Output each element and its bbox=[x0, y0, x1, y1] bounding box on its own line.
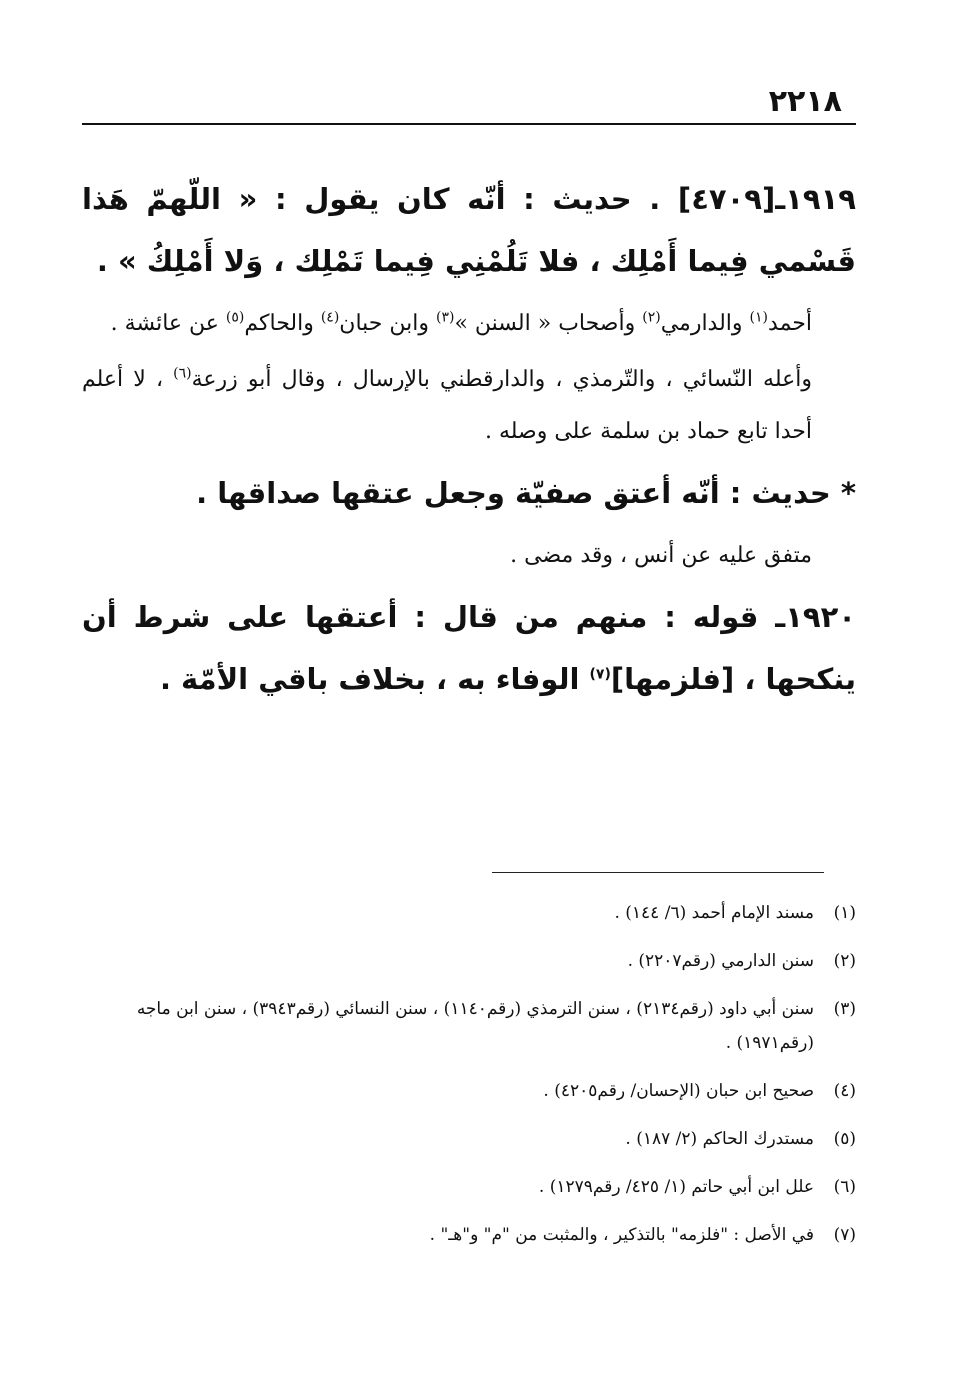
footnote-ref[interactable]: (٥) bbox=[225, 309, 245, 326]
footnote-separator bbox=[492, 872, 824, 873]
hadith-text: حديث : أنّه كان يقول : « اللّهمّ هَذا قَسْمي فِيما أَمْلِك ، فلا تَلُمْنِي فِيما تَمْلِك ، وَلا أَمْلِكُ » . bbox=[82, 182, 856, 278]
footnote-ref[interactable]: (٢) bbox=[642, 309, 661, 326]
footnote: (٦) علل ابن أبي حاتم (١/ ٤٢٥/ رقم١٢٧٩) . bbox=[538, 1177, 856, 1197]
header-rule bbox=[82, 123, 856, 125]
footnote-ref[interactable]: (١) bbox=[749, 309, 769, 326]
footnote-ref[interactable]: (٣) bbox=[436, 309, 455, 326]
main-text bbox=[82, 168, 856, 716]
footnote: (٣) سنن أبي داود (رقم٢١٣٤) ، سنن الترمذي (رقم١١٤٠) ، سنن النسائي (رقم٣٩٤٣) ، سنن ابن ماجه (رقم١٩٧١) . bbox=[136, 999, 856, 1053]
footnote-ref[interactable]: (٦) bbox=[173, 365, 192, 382]
hadith-safiyya bbox=[82, 462, 856, 524]
illah-paragraph: وأعله النّسائي ، والتّرمذي ، والدارقطني بالإرسال ، وقال أبو زرعة$^{(٦)}$ ، لا أعلم أحدا تابع حماد بن سلمة على وصله . bbox=[82, 365, 812, 444]
footnote-ref[interactable]: (٤) bbox=[320, 309, 340, 326]
page-number: ٢٢١٨ bbox=[768, 84, 842, 119]
footnote-ref[interactable]: (٧) bbox=[589, 666, 611, 683]
footnote: (٢) سنن الدارمي (رقم٢٢٠٧) . bbox=[627, 951, 856, 971]
footnote: (٥) مستدرك الحاكم (٢/ ١٨٧) . bbox=[625, 1129, 856, 1149]
asterisk-marker: * bbox=[840, 476, 856, 510]
safiyya-note: متفق عليه عن أنس ، وقد مضى . bbox=[510, 543, 812, 568]
entry-1920: ١٩٢٠ـ قوله : منهم من قال : أعتقها على شرط أن ينكحها ، [فلزمها]$^{(٧)}$ الوفاء به ، بخلاف باقي الأمّة . bbox=[82, 600, 856, 696]
footnote: (٤) صحيح ابن حبان (الإحسان/ رقم٤٢٠٥) . bbox=[543, 1081, 856, 1101]
entry-number: ١٩٢٠ـ bbox=[775, 600, 856, 634]
entry-number: ١٩١٩ـ[٤٧٠٩] . bbox=[649, 182, 856, 216]
footnotes bbox=[82, 896, 856, 1266]
takhrij-paragraph: أحمد$^{(١)}$ والدارمي$^{(٢)}$ وأصحاب « السنن »$^{(٣)}$ وابن حبان$^{(٤)}$ والحاكم$^{(٥)}$ عن عائشة . bbox=[110, 309, 812, 336]
hadith-1919 bbox=[82, 168, 856, 292]
footnote: (١) مسند الإمام أحمد (٦/ ١٤٤) . bbox=[614, 903, 856, 923]
hadith-text: حديث : أنّه أعتق صفيّة وجعل عتقها صداقها . bbox=[196, 476, 831, 510]
footnote: (٧) في الأصل : "فلزمه" بالتذكير ، والمثبت من "م" و"هـ" . bbox=[429, 1225, 856, 1245]
